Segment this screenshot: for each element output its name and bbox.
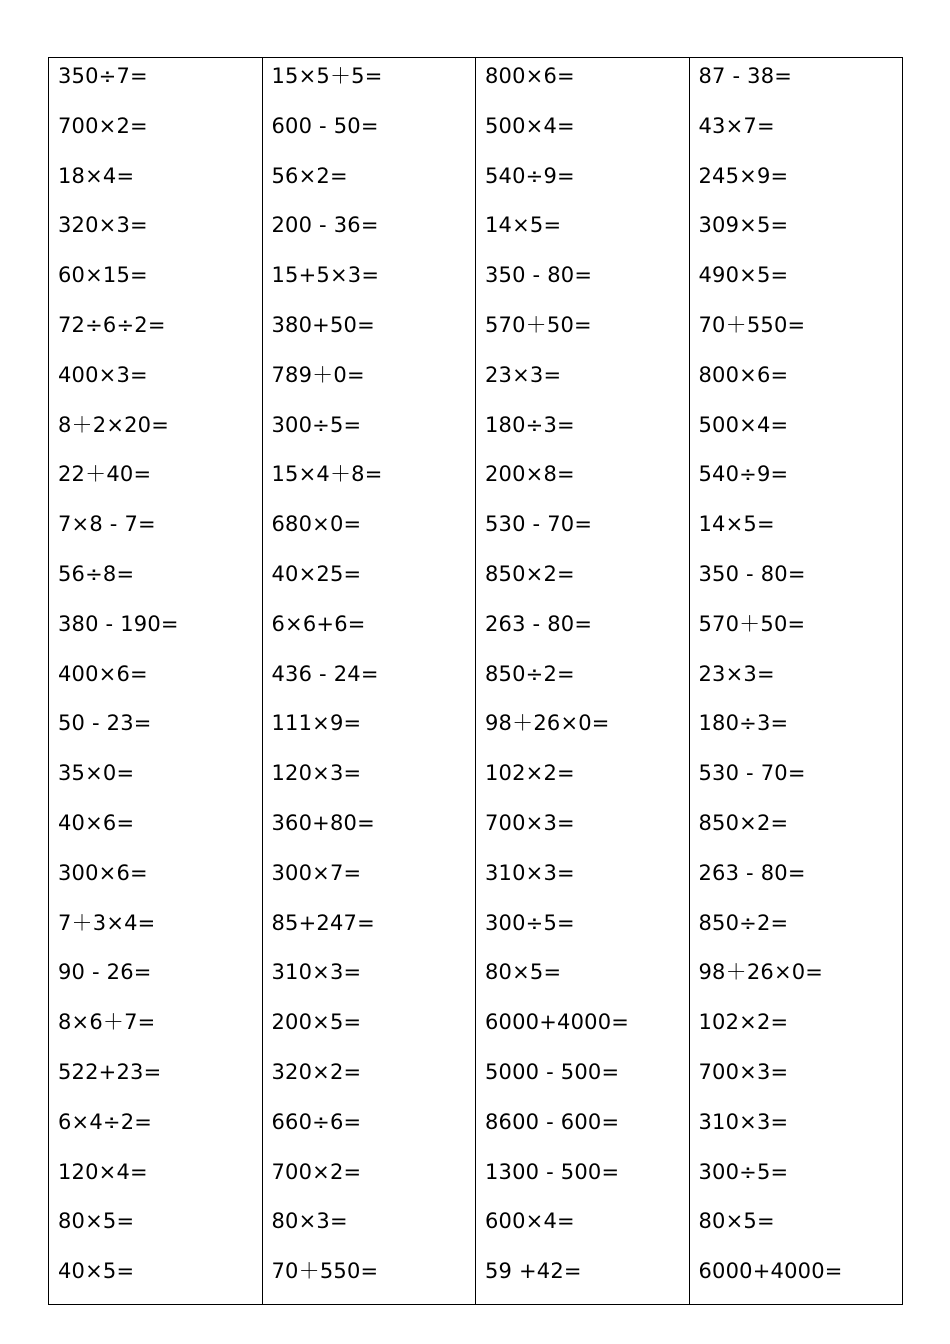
problem-column-3 bbox=[476, 58, 690, 1304]
math-problem: 200×5= bbox=[271, 1010, 362, 1035]
math-problem: 360+80= bbox=[271, 810, 375, 835]
math-problem: 700×2= bbox=[271, 1159, 362, 1184]
worksheet-table bbox=[48, 57, 903, 1305]
math-problem: 850×2= bbox=[698, 810, 789, 835]
math-problem: 320×2= bbox=[271, 1059, 362, 1084]
math-problem: 6000+4000= bbox=[698, 1259, 843, 1284]
math-problem: 850÷2= bbox=[485, 661, 575, 686]
math-problem: 8600 - 600= bbox=[485, 1109, 620, 1134]
math-problem: 500×4= bbox=[698, 412, 789, 437]
math-problem: 40×25= bbox=[271, 561, 362, 586]
math-problem: 80×3= bbox=[271, 1209, 348, 1234]
math-problem: 350 - 80= bbox=[485, 263, 593, 288]
math-problem: 50 - 23= bbox=[58, 711, 152, 736]
math-problem: 5000 - 500= bbox=[485, 1059, 620, 1084]
math-problem: 120×3= bbox=[271, 761, 362, 786]
math-problem: 245×9= bbox=[698, 163, 789, 188]
math-problem: 660÷6= bbox=[271, 1109, 362, 1134]
math-problem: 120×4= bbox=[58, 1159, 148, 1184]
math-problem: 789＋0= bbox=[271, 362, 365, 387]
math-problem: 98＋26×0= bbox=[698, 960, 824, 985]
problem-column-4 bbox=[690, 58, 903, 1304]
math-problem: 15×4＋8= bbox=[271, 462, 383, 487]
math-problem: 680×0= bbox=[271, 512, 362, 537]
math-problem: 43×7= bbox=[698, 113, 775, 138]
math-problem: 700×2= bbox=[58, 113, 148, 138]
math-problem: 530 - 70= bbox=[485, 512, 593, 537]
math-problem: 18×4= bbox=[58, 163, 135, 188]
math-problem: 380+50= bbox=[271, 312, 375, 337]
math-problem: 80×5= bbox=[698, 1209, 775, 1234]
math-problem: 6×4÷2= bbox=[58, 1109, 153, 1134]
math-problem: 200 - 36= bbox=[271, 213, 379, 238]
math-problem: 540÷9= bbox=[485, 163, 575, 188]
math-problem: 56×2= bbox=[271, 163, 348, 188]
math-problem: 800×6= bbox=[485, 64, 575, 88]
math-problem: 436 - 24= bbox=[271, 661, 379, 686]
math-problem: 56÷8= bbox=[58, 561, 135, 586]
math-problem: 60×15= bbox=[58, 263, 148, 288]
math-problem: 800×6= bbox=[698, 362, 789, 387]
math-problem: 98＋26×0= bbox=[485, 711, 610, 736]
math-problem: 80×5= bbox=[485, 960, 562, 985]
math-problem: 102×2= bbox=[698, 1010, 789, 1035]
math-problem: 530 - 70= bbox=[698, 761, 806, 786]
math-problem: 350 - 80= bbox=[698, 561, 806, 586]
math-problem: 570＋50= bbox=[485, 312, 592, 337]
math-problem: 300÷5= bbox=[271, 412, 362, 437]
math-problem: 540÷9= bbox=[698, 462, 789, 487]
math-problem: 15×5＋5= bbox=[271, 64, 383, 88]
math-problem: 7×8 - 7= bbox=[58, 512, 156, 537]
math-problem: 70＋550= bbox=[271, 1259, 379, 1284]
math-problem: 320×3= bbox=[58, 213, 148, 238]
math-problem: 7＋3×4= bbox=[58, 910, 156, 935]
math-problem: 87 - 38= bbox=[698, 64, 793, 88]
math-problem: 700×3= bbox=[485, 810, 575, 835]
math-problem: 59 +42= bbox=[485, 1259, 582, 1284]
problem-column-1 bbox=[49, 58, 263, 1304]
math-problem: 102×2= bbox=[485, 761, 575, 786]
math-problem: 263 - 80= bbox=[698, 860, 806, 885]
math-problem: 310×3= bbox=[485, 860, 575, 885]
math-problem: 600 - 50= bbox=[271, 113, 379, 138]
math-problem: 490×5= bbox=[698, 263, 789, 288]
math-problem: 180÷3= bbox=[485, 412, 575, 437]
problem-column-2 bbox=[263, 58, 477, 1304]
math-problem: 22＋40= bbox=[58, 462, 152, 487]
math-problem: 85+247= bbox=[271, 910, 375, 935]
math-problem: 850×2= bbox=[485, 561, 575, 586]
math-problem: 300÷5= bbox=[698, 1159, 789, 1184]
math-problem: 700×3= bbox=[698, 1059, 789, 1084]
math-problem: 23×3= bbox=[485, 362, 562, 387]
math-problem: 570＋50= bbox=[698, 611, 806, 636]
math-problem: 300×7= bbox=[271, 860, 362, 885]
math-problem: 15+5×3= bbox=[271, 263, 380, 288]
math-problem: 310×3= bbox=[698, 1109, 789, 1134]
math-problem: 8×6＋7= bbox=[58, 1010, 156, 1035]
math-problem: 90 - 26= bbox=[58, 960, 152, 985]
math-problem: 35×0= bbox=[58, 761, 135, 786]
math-problem: 23×3= bbox=[698, 661, 775, 686]
math-problem: 8＋2×20= bbox=[58, 412, 170, 437]
math-problem: 310×3= bbox=[271, 960, 362, 985]
math-problem: 70＋550= bbox=[698, 312, 806, 337]
math-problem: 309×5= bbox=[698, 213, 789, 238]
math-problem: 40×5= bbox=[58, 1259, 135, 1284]
math-problem: 40×6= bbox=[58, 810, 135, 835]
math-problem: 14×5= bbox=[698, 512, 775, 537]
math-problem: 600×4= bbox=[485, 1209, 575, 1234]
math-problem: 1300 - 500= bbox=[485, 1159, 620, 1184]
math-problem: 6×6+6= bbox=[271, 611, 366, 636]
math-problem: 400×6= bbox=[58, 661, 148, 686]
math-problem: 500×4= bbox=[485, 113, 575, 138]
math-problem: 6000+4000= bbox=[485, 1010, 630, 1035]
math-problem: 400×3= bbox=[58, 362, 148, 387]
math-problem: 200×8= bbox=[485, 462, 575, 487]
math-problem: 350÷7= bbox=[58, 64, 148, 88]
math-problem: 850÷2= bbox=[698, 910, 789, 935]
math-problem: 111×9= bbox=[271, 711, 362, 736]
math-problem: 300÷5= bbox=[485, 910, 575, 935]
math-problem: 14×5= bbox=[485, 213, 562, 238]
math-problem: 180÷3= bbox=[698, 711, 789, 736]
math-problem: 300×6= bbox=[58, 860, 148, 885]
math-problem: 80×5= bbox=[58, 1209, 135, 1234]
math-problem: 522+23= bbox=[58, 1059, 162, 1084]
math-problem: 380 - 190= bbox=[58, 611, 179, 636]
math-problem: 263 - 80= bbox=[485, 611, 593, 636]
math-problem: 72÷6÷2= bbox=[58, 312, 166, 337]
